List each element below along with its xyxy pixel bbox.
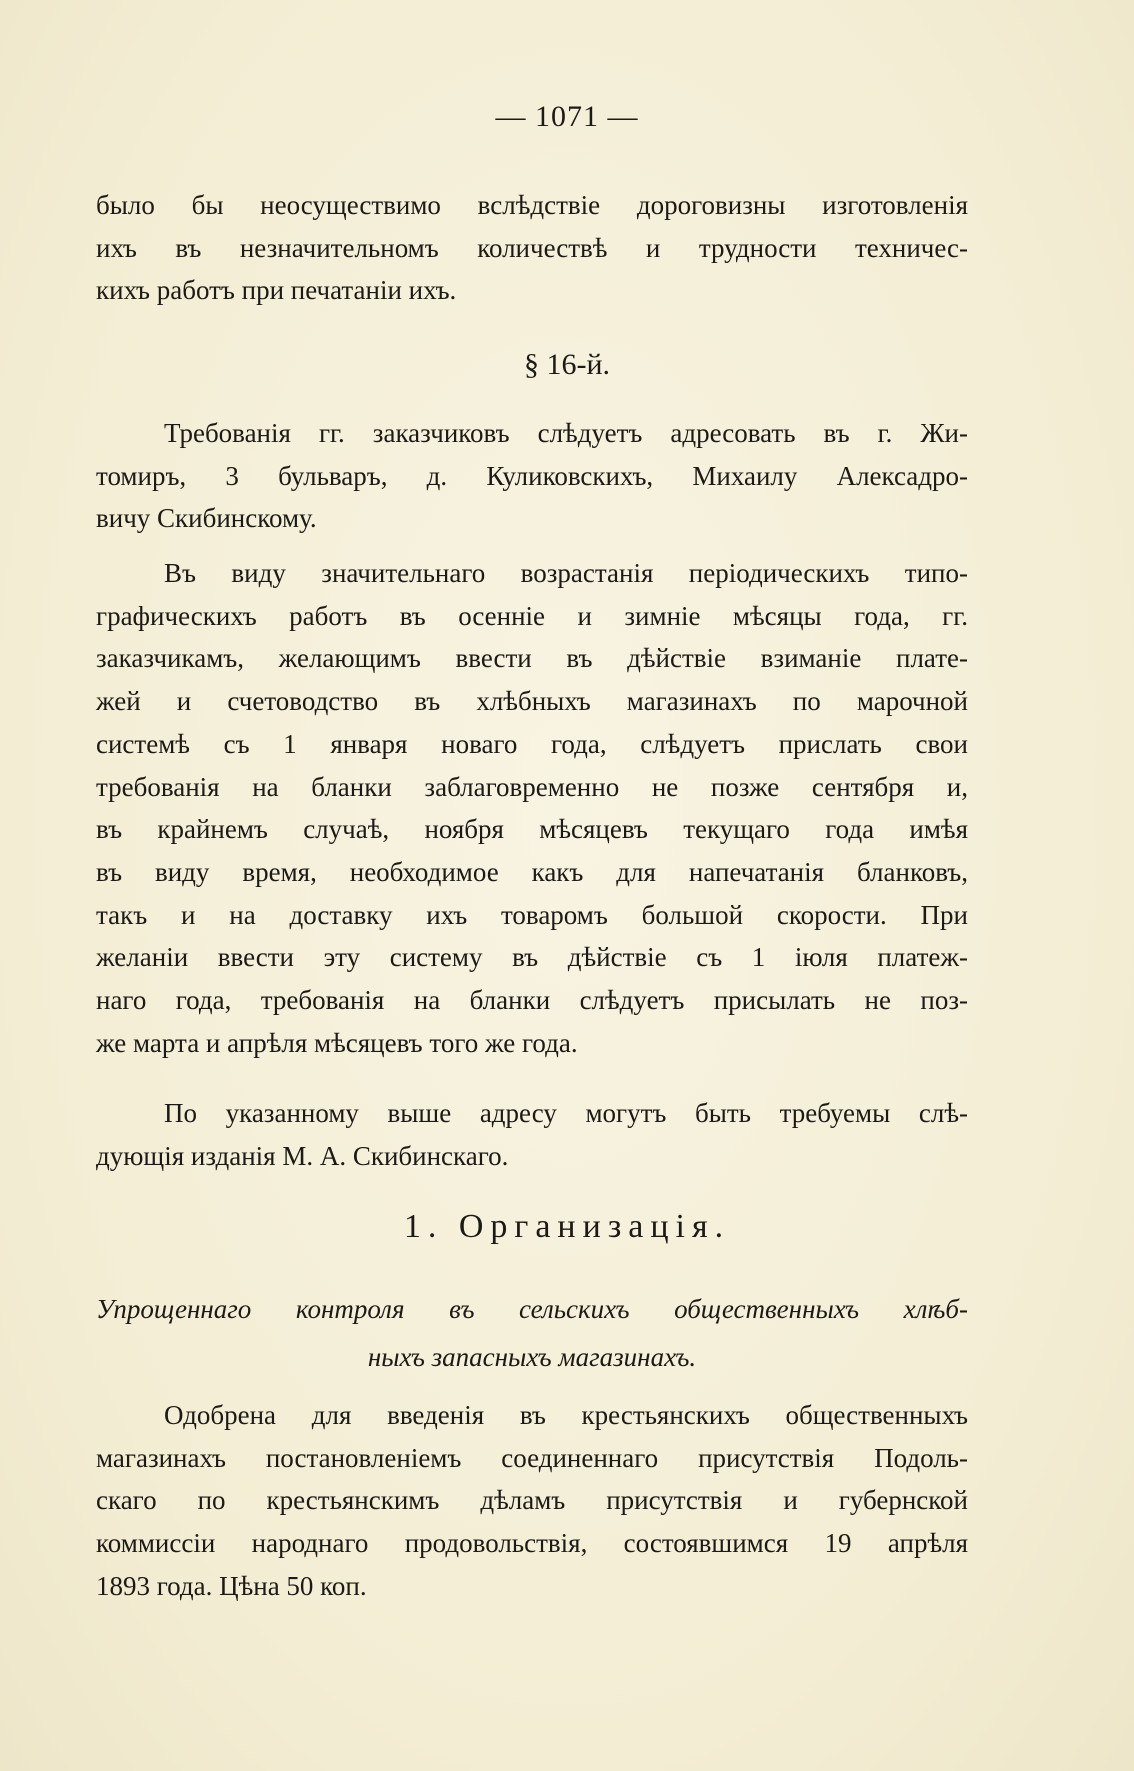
publication-subtitle [96,1285,968,1381]
text-line: По указанному выше адресу могутъ быть требуемы слѣ- [164,1098,968,1128]
subtitle-line: ныхъ запасныхъ магазинахъ. [367,1342,697,1372]
text-line: такъ и на доставку ихъ товаромъ большой скорости. При [96,899,968,930]
text-line: ихъ въ незначительномъ количествѣ и трудности техничес- [96,232,968,263]
text-line: скаго по крестьянскимъ дѣламъ присутствія и губернской [96,1485,968,1516]
text-line: коммиссіи народнаго продовольствія, состоявшимся 19 апрѣля [96,1528,968,1559]
text-line: жей и счетоводство въ хлѣбныхъ магазинахъ по марочной [96,686,968,717]
text-line: заказчикамъ, желающимъ ввести въ дѣйствіе взиманіе плате- [96,643,968,674]
text-line: въ виду время, необходимое какъ для напечатанія бланковъ, [96,856,968,887]
paragraph-continuation [96,184,968,312]
text-line: системѣ съ 1 января новаго года, слѣдуетъ прислать свои [96,728,968,759]
text-line: дующія изданія М. А. Скибинскаго. [96,1140,509,1171]
text-line: Одобрена для введенія въ крестьянскихъ общественныхъ [164,1400,968,1430]
text-line: кихъ работъ при печатаніи ихъ. [96,275,457,306]
text-line: графическихъ работъ въ осенніе и зимніе мѣсяцы года, гг. [96,600,968,631]
text-line: магазинахъ постановленіемъ соединеннаго присутствія Подоль- [96,1442,968,1473]
paragraph-address [96,412,968,540]
paragraph-publications-intro [96,1092,968,1177]
text-line: 1893 года. Цѣна 50 коп. [96,1570,367,1601]
text-line: въ крайнемъ случаѣ, ноября мѣсяцевъ текущаго года имѣя [96,814,968,845]
page-number: — 1071 — [495,100,639,133]
paragraph-ordering-terms [96,552,968,1064]
text-line: вичу Скибинскому. [96,503,317,534]
text-line: желаніи ввести эту систему въ дѣйствіе съ 1 іюля платеж- [96,942,968,973]
text-line: наго года, требованія на бланки слѣдуетъ присылать не поз- [96,985,968,1016]
text-line: же марта и апрѣля мѣсяцевъ того же года. [96,1027,578,1058]
text-line: было бы неосуществимо вслѣдствіе дороговизны изготовленія [96,190,968,220]
text-line: Требованія гг. заказчиковъ слѣдуетъ адресовать въ г. Жи- [164,418,968,448]
text-line: требованія на бланки заблаговременно не позже сентября и, [96,771,968,802]
paragraph-publication-description [96,1394,968,1608]
publication-heading: 1. Организація. [403,1208,731,1245]
subtitle-line: Упрощеннаго контроля въ сельскихъ общественныхъ хлѣб- [96,1294,968,1324]
section-heading: § 16-й. [523,348,611,381]
text-line: томиръ, 3 бульваръ, д. Куликовскихъ, Михаилу Алексадро- [96,460,968,491]
text-line: Въ виду значительнаго возрастанія періодическихъ типо- [164,558,968,588]
